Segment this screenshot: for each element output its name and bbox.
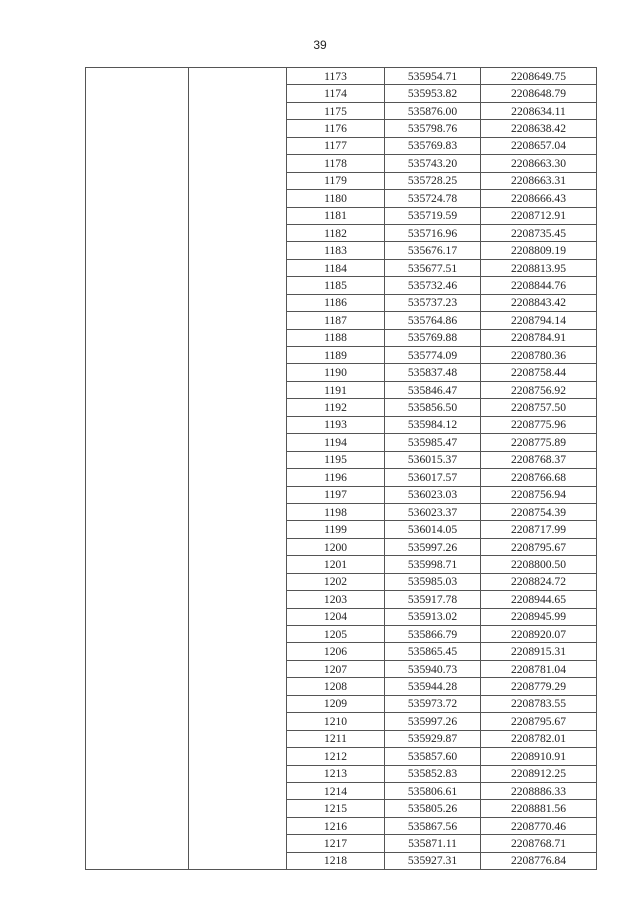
point-number-cell: 1182 xyxy=(287,224,385,241)
y-coordinate-cell: 2208649.75 xyxy=(481,68,597,85)
x-coordinate-cell: 535865.45 xyxy=(385,643,481,660)
y-coordinate-cell: 2208844.76 xyxy=(481,277,597,294)
x-coordinate-cell: 535940.73 xyxy=(385,660,481,677)
point-number-cell: 1197 xyxy=(287,486,385,503)
y-coordinate-cell: 2208944.65 xyxy=(481,591,597,608)
y-coordinate-cell: 2208945.99 xyxy=(481,608,597,625)
x-coordinate-cell: 535737.23 xyxy=(385,294,481,311)
y-coordinate-cell: 2208781.04 xyxy=(481,660,597,677)
x-coordinate-cell: 535857.60 xyxy=(385,748,481,765)
point-number-cell: 1193 xyxy=(287,416,385,433)
y-coordinate-cell: 2208770.46 xyxy=(481,817,597,834)
x-coordinate-cell: 535867.56 xyxy=(385,817,481,834)
y-coordinate-cell: 2208634.11 xyxy=(481,102,597,119)
x-coordinate-cell: 535913.02 xyxy=(385,608,481,625)
y-coordinate-cell: 2208657.04 xyxy=(481,137,597,154)
x-coordinate-cell: 535985.03 xyxy=(385,573,481,590)
y-coordinate-cell: 2208795.67 xyxy=(481,713,597,730)
y-coordinate-cell: 2208766.68 xyxy=(481,469,597,486)
point-number-cell: 1179 xyxy=(287,172,385,189)
point-number-cell: 1198 xyxy=(287,503,385,520)
x-coordinate-cell: 535676.17 xyxy=(385,242,481,259)
x-coordinate-cell: 535805.26 xyxy=(385,800,481,817)
point-number-cell: 1202 xyxy=(287,573,385,590)
y-coordinate-cell: 2208663.30 xyxy=(481,155,597,172)
y-coordinate-cell: 2208648.79 xyxy=(481,85,597,102)
x-coordinate-cell: 535732.46 xyxy=(385,277,481,294)
x-coordinate-cell: 535871.11 xyxy=(385,835,481,852)
point-number-cell: 1209 xyxy=(287,695,385,712)
y-coordinate-cell: 2208768.37 xyxy=(481,451,597,468)
y-coordinate-cell: 2208794.14 xyxy=(481,312,597,329)
point-number-cell: 1215 xyxy=(287,800,385,817)
y-coordinate-cell: 2208795.67 xyxy=(481,538,597,555)
x-coordinate-cell: 535719.59 xyxy=(385,207,481,224)
point-number-cell: 1204 xyxy=(287,608,385,625)
x-coordinate-cell: 535846.47 xyxy=(385,381,481,398)
point-number-cell: 1214 xyxy=(287,782,385,799)
y-coordinate-cell: 2208886.33 xyxy=(481,782,597,799)
point-number-cell: 1200 xyxy=(287,538,385,555)
x-coordinate-cell: 535929.87 xyxy=(385,730,481,747)
x-coordinate-cell: 535944.28 xyxy=(385,678,481,695)
y-coordinate-cell: 2208754.39 xyxy=(481,503,597,520)
point-number-cell: 1213 xyxy=(287,765,385,782)
point-number-cell: 1191 xyxy=(287,381,385,398)
y-coordinate-cell: 2208784.91 xyxy=(481,329,597,346)
point-number-cell: 1177 xyxy=(287,137,385,154)
coordinate-table-body xyxy=(86,68,597,870)
y-coordinate-cell: 2208800.50 xyxy=(481,556,597,573)
y-coordinate-cell: 2208783.55 xyxy=(481,695,597,712)
point-number-cell: 1180 xyxy=(287,190,385,207)
x-coordinate-cell: 535837.48 xyxy=(385,364,481,381)
x-coordinate-cell: 536015.37 xyxy=(385,451,481,468)
table-row xyxy=(86,68,597,85)
page-number: 39 xyxy=(313,38,327,52)
y-coordinate-cell: 2208775.96 xyxy=(481,416,597,433)
x-coordinate-cell: 535917.78 xyxy=(385,591,481,608)
x-coordinate-cell: 535954.71 xyxy=(385,68,481,85)
point-number-cell: 1187 xyxy=(287,312,385,329)
x-coordinate-cell: 535764.86 xyxy=(385,312,481,329)
y-coordinate-cell: 2208779.29 xyxy=(481,678,597,695)
point-number-cell: 1178 xyxy=(287,155,385,172)
point-number-cell: 1192 xyxy=(287,399,385,416)
point-number-cell: 1181 xyxy=(287,207,385,224)
x-coordinate-cell: 536023.03 xyxy=(385,486,481,503)
point-number-cell: 1195 xyxy=(287,451,385,468)
y-coordinate-cell: 2208915.31 xyxy=(481,643,597,660)
y-coordinate-cell: 2208638.42 xyxy=(481,120,597,137)
x-coordinate-cell: 535997.26 xyxy=(385,538,481,555)
y-coordinate-cell: 2208776.84 xyxy=(481,852,597,869)
x-coordinate-cell: 535998.71 xyxy=(385,556,481,573)
x-coordinate-cell: 536014.05 xyxy=(385,521,481,538)
y-coordinate-cell: 2208782.01 xyxy=(481,730,597,747)
point-number-cell: 1196 xyxy=(287,469,385,486)
y-coordinate-cell: 2208756.94 xyxy=(481,486,597,503)
x-coordinate-cell: 535953.82 xyxy=(385,85,481,102)
point-number-cell: 1211 xyxy=(287,730,385,747)
y-coordinate-cell: 2208881.56 xyxy=(481,800,597,817)
y-coordinate-cell: 2208912.25 xyxy=(481,765,597,782)
x-coordinate-cell: 535769.83 xyxy=(385,137,481,154)
y-coordinate-cell: 2208768.71 xyxy=(481,835,597,852)
x-coordinate-cell: 536023.37 xyxy=(385,503,481,520)
x-coordinate-cell: 535985.47 xyxy=(385,434,481,451)
x-coordinate-cell: 535743.20 xyxy=(385,155,481,172)
x-coordinate-cell: 535728.25 xyxy=(385,172,481,189)
point-number-cell: 1190 xyxy=(287,364,385,381)
x-coordinate-cell: 535997.26 xyxy=(385,713,481,730)
y-coordinate-cell: 2208758.44 xyxy=(481,364,597,381)
x-coordinate-cell: 535806.61 xyxy=(385,782,481,799)
point-number-cell: 1188 xyxy=(287,329,385,346)
point-number-cell: 1208 xyxy=(287,678,385,695)
point-number-cell: 1174 xyxy=(287,85,385,102)
x-coordinate-cell: 535724.78 xyxy=(385,190,481,207)
x-coordinate-cell: 535852.83 xyxy=(385,765,481,782)
point-number-cell: 1183 xyxy=(287,242,385,259)
y-coordinate-cell: 2208717.99 xyxy=(481,521,597,538)
point-number-cell: 1201 xyxy=(287,556,385,573)
point-number-cell: 1173 xyxy=(287,68,385,85)
y-coordinate-cell: 2208756.92 xyxy=(481,381,597,398)
x-coordinate-cell: 535973.72 xyxy=(385,695,481,712)
point-number-cell: 1218 xyxy=(287,852,385,869)
y-coordinate-cell: 2208712.91 xyxy=(481,207,597,224)
x-coordinate-cell: 535798.76 xyxy=(385,120,481,137)
x-coordinate-cell: 535866.79 xyxy=(385,626,481,643)
point-number-cell: 1186 xyxy=(287,294,385,311)
subgroup-cell xyxy=(189,68,287,870)
point-number-cell: 1207 xyxy=(287,660,385,677)
point-number-cell: 1217 xyxy=(287,835,385,852)
x-coordinate-cell: 535927.31 xyxy=(385,852,481,869)
point-number-cell: 1185 xyxy=(287,277,385,294)
coordinate-table xyxy=(85,67,597,870)
y-coordinate-cell: 2208663.31 xyxy=(481,172,597,189)
point-number-cell: 1175 xyxy=(287,102,385,119)
point-number-cell: 1194 xyxy=(287,434,385,451)
point-number-cell: 1205 xyxy=(287,626,385,643)
point-number-cell: 1206 xyxy=(287,643,385,660)
y-coordinate-cell: 2208666.43 xyxy=(481,190,597,207)
y-coordinate-cell: 2208735.45 xyxy=(481,224,597,241)
y-coordinate-cell: 2208824.72 xyxy=(481,573,597,590)
x-coordinate-cell: 535856.50 xyxy=(385,399,481,416)
x-coordinate-cell: 535769.88 xyxy=(385,329,481,346)
point-number-cell: 1189 xyxy=(287,347,385,364)
x-coordinate-cell: 535774.09 xyxy=(385,347,481,364)
y-coordinate-cell: 2208809.19 xyxy=(481,242,597,259)
group-cell xyxy=(86,68,189,870)
y-coordinate-cell: 2208757.50 xyxy=(481,399,597,416)
point-number-cell: 1184 xyxy=(287,259,385,276)
point-number-cell: 1210 xyxy=(287,713,385,730)
point-number-cell: 1203 xyxy=(287,591,385,608)
x-coordinate-cell: 535716.96 xyxy=(385,224,481,241)
point-number-cell: 1216 xyxy=(287,817,385,834)
y-coordinate-cell: 2208920.07 xyxy=(481,626,597,643)
point-number-cell: 1176 xyxy=(287,120,385,137)
x-coordinate-cell: 536017.57 xyxy=(385,469,481,486)
x-coordinate-cell: 535984.12 xyxy=(385,416,481,433)
y-coordinate-cell: 2208775.89 xyxy=(481,434,597,451)
y-coordinate-cell: 2208780.36 xyxy=(481,347,597,364)
x-coordinate-cell: 535677.51 xyxy=(385,259,481,276)
point-number-cell: 1199 xyxy=(287,521,385,538)
y-coordinate-cell: 2208843.42 xyxy=(481,294,597,311)
x-coordinate-cell: 535876.00 xyxy=(385,102,481,119)
point-number-cell: 1212 xyxy=(287,748,385,765)
y-coordinate-cell: 2208910.91 xyxy=(481,748,597,765)
y-coordinate-cell: 2208813.95 xyxy=(481,259,597,276)
